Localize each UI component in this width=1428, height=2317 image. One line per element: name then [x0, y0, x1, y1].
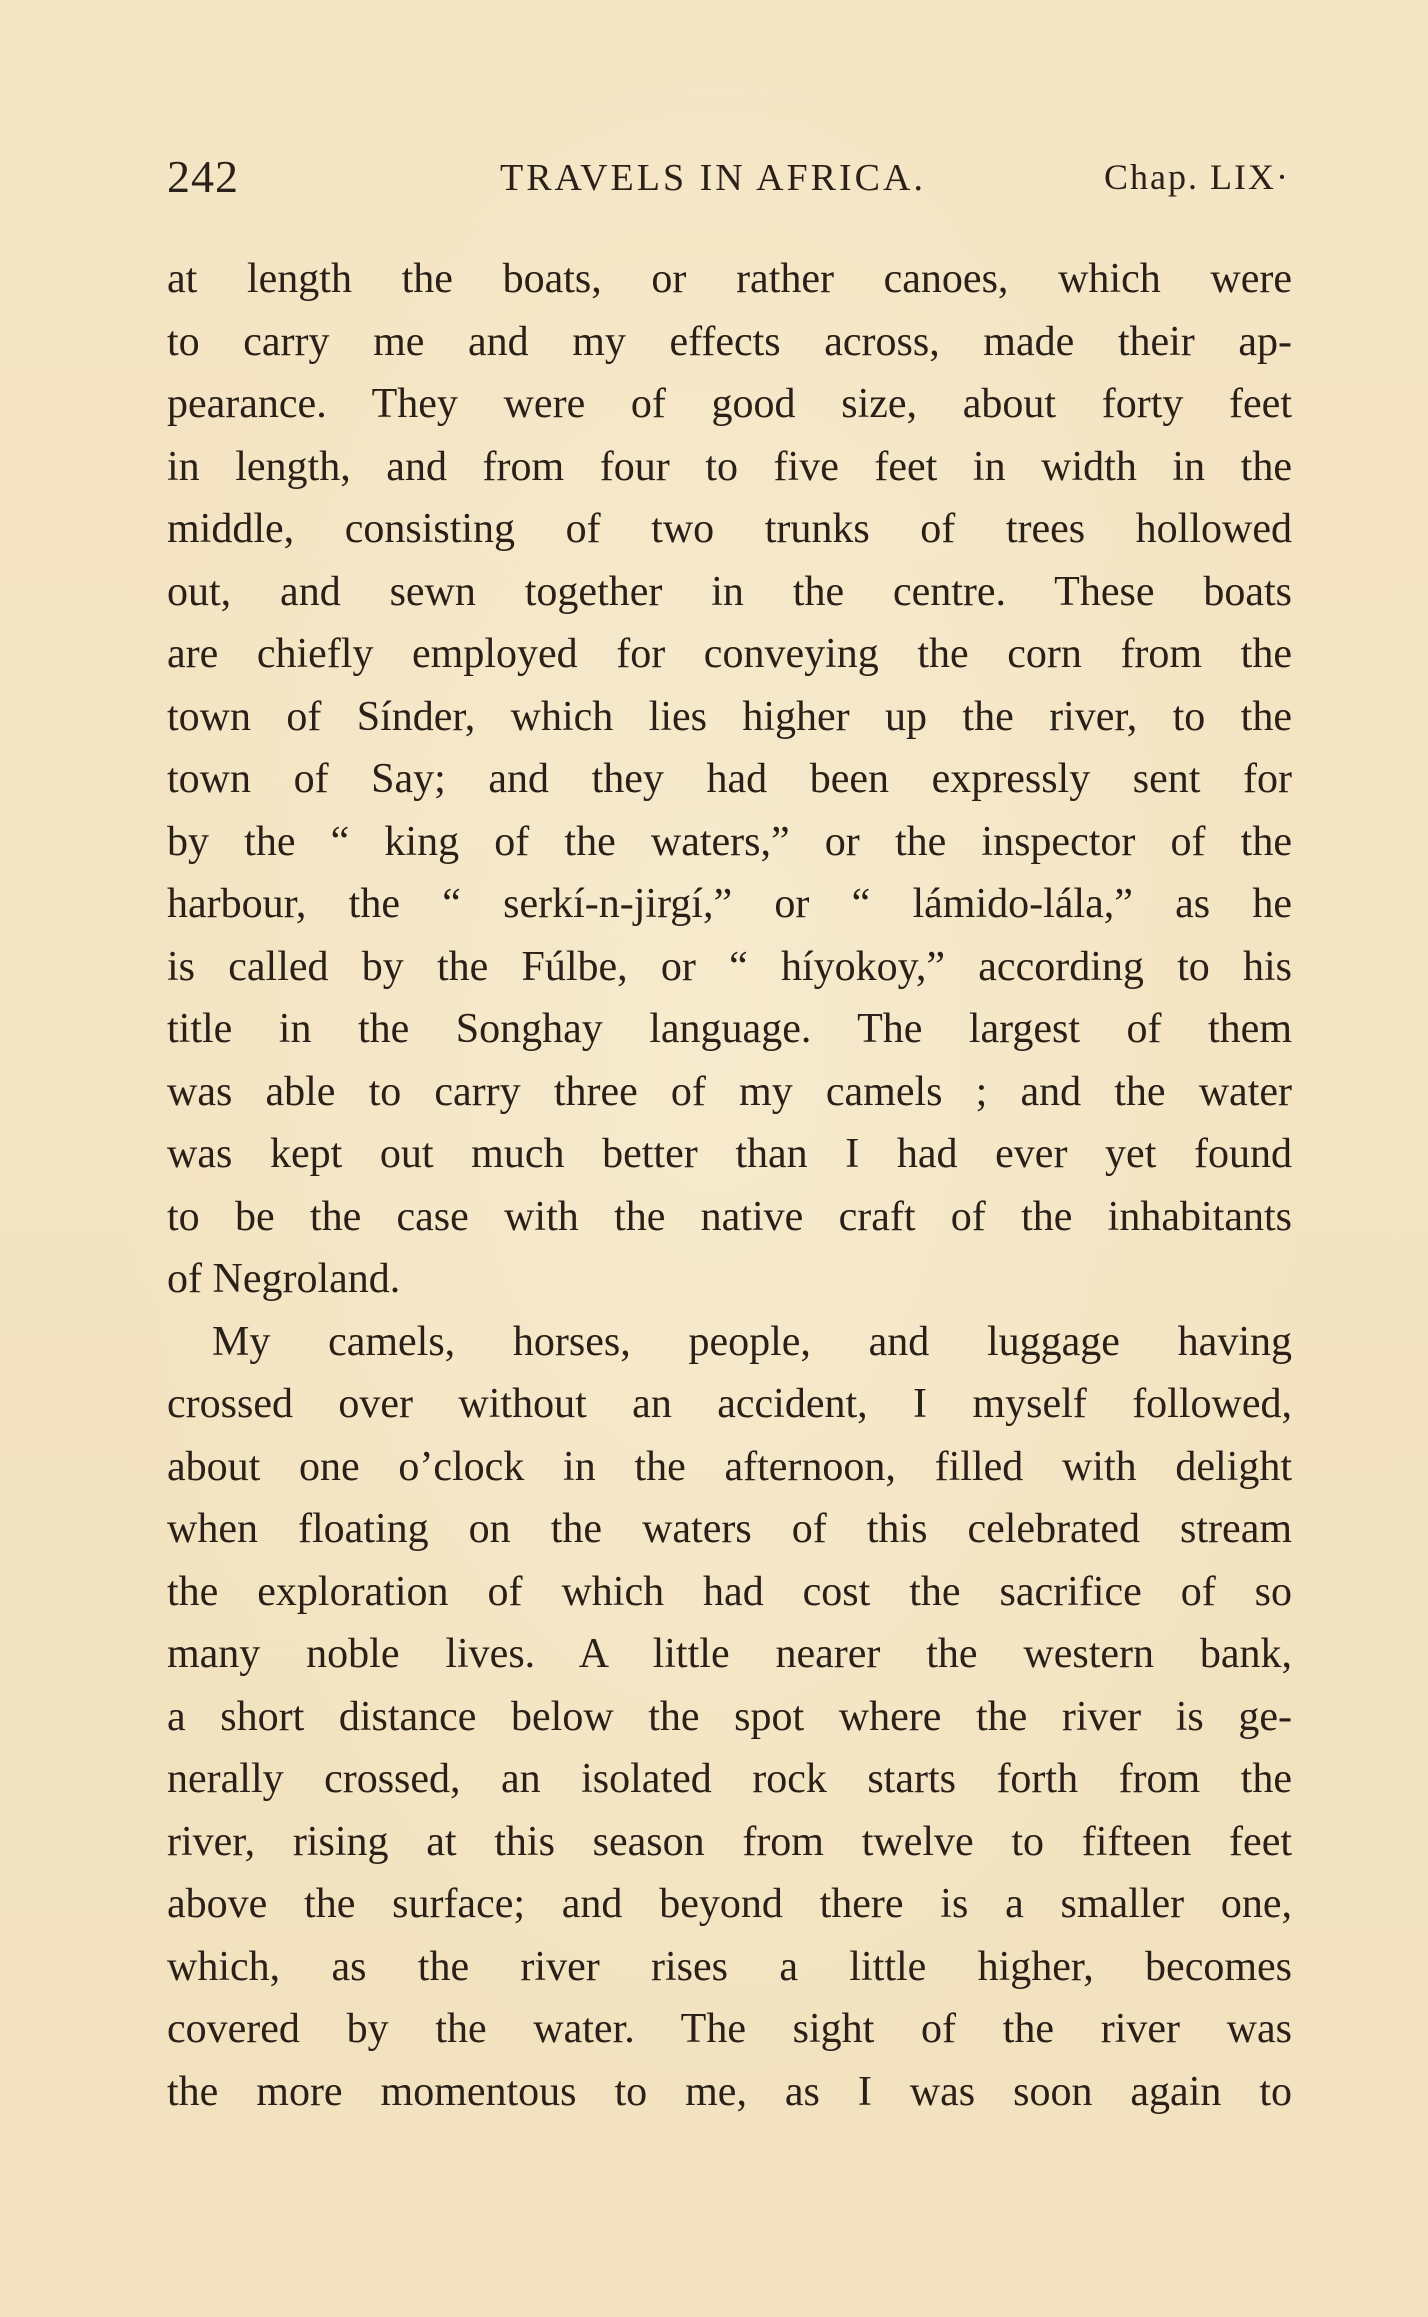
text-line: town of Say; and they had been expressly sent for: [167, 756, 1292, 802]
text-line: at length the boats, or rather canoes, which were: [167, 256, 1292, 302]
body-text: [167, 248, 1292, 2123]
text-line: was kept out much better than I had ever yet found: [167, 1131, 1292, 1177]
paragraph: [167, 1311, 1292, 2124]
text-line: My camels, horses, people, and luggage having: [212, 1318, 1292, 1365]
text-line: to be the case with the native craft of the inhabitants: [167, 1193, 1292, 1240]
text-line: the exploration of which had cost the sacrifice of so: [167, 1568, 1292, 1615]
chapter-label: Chap. LIX·: [1104, 157, 1290, 197]
text-line: middle, consisting of two trunks of trees hollowed: [167, 506, 1292, 552]
text-line: is called by the Fúlbe, or “ híyokoy,” according to his: [167, 943, 1292, 990]
text-line: pearance. They were of good size, about forty feet: [167, 381, 1292, 427]
text-line: by the “ king of the waters,” or the inspector of the: [167, 818, 1292, 865]
text-line: crossed over without an accident, I myself followed,: [167, 1381, 1292, 1427]
text-line: many noble lives. A little nearer the western bank,: [167, 1631, 1292, 1677]
text-line: harbour, the “ serkí-n-jirgí,” or “ lámido-lála,” as he: [167, 881, 1292, 927]
running-head: [167, 150, 1290, 210]
text-line: title in the Songhay language. The largest of them: [167, 1006, 1292, 1052]
text-line: was able to carry three of my camels ; and the water: [167, 1068, 1292, 1115]
running-title: TRAVELS IN AFRICA.: [500, 157, 926, 199]
paragraph: [167, 248, 1292, 1311]
text-line: river, rising at this season from twelve to fifteen feet: [167, 1818, 1292, 1865]
text-line: town of Sínder, which lies higher up the river, to the: [167, 693, 1292, 740]
text-line: are chiefly employed for conveying the corn from the: [167, 631, 1292, 677]
text-line: covered by the water. The sight of the river was: [167, 2006, 1292, 2052]
text-line: out, and sewn together in the centre. These boats: [167, 568, 1292, 615]
page-number: 242: [167, 151, 239, 202]
text-line: the more momentous to me, as I was soon again to: [167, 2068, 1292, 2115]
text-line: in length, and from four to five feet in width in the: [167, 443, 1292, 490]
text-line: a short distance below the spot where the river is ge-: [167, 1693, 1292, 1740]
text-line: nerally crossed, an isolated rock starts forth from the: [167, 1756, 1292, 1802]
text-line: above the surface; and beyond there is a smaller one,: [167, 1881, 1292, 1927]
text-line: which, as the river rises a little higher, becomes: [167, 1943, 1292, 1990]
text-line: to carry me and my effects across, made their ap-: [167, 318, 1292, 365]
text-line: when floating on the waters of this celebrated stream: [167, 1506, 1292, 1552]
text-line: about one o’clock in the afternoon, filled with delight: [167, 1443, 1292, 1490]
text-line: of Negroland.: [167, 1256, 401, 1302]
